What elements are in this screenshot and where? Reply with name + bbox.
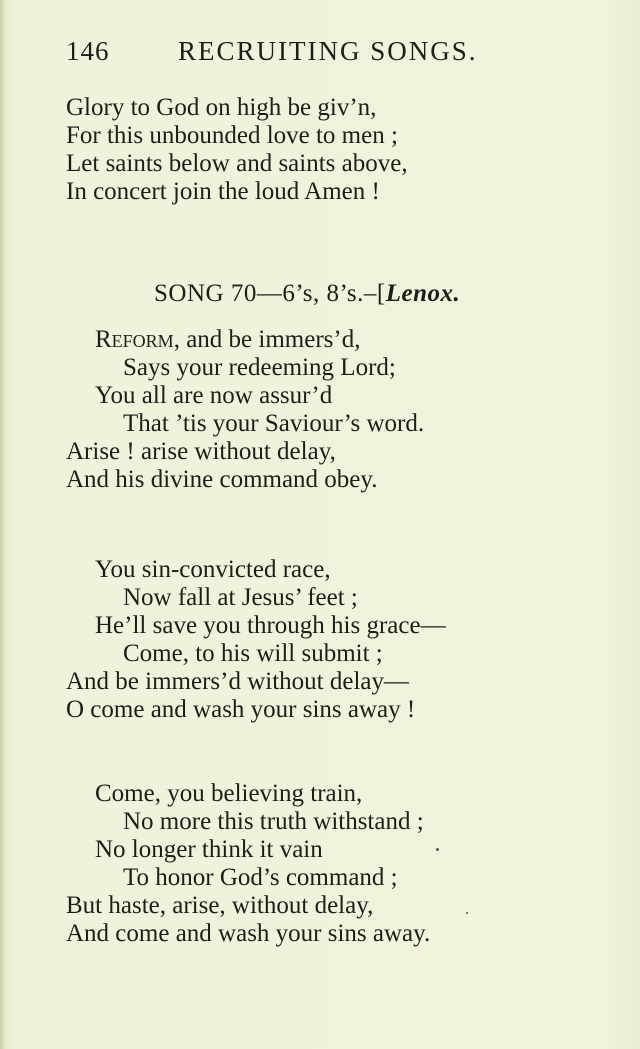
page-gutter [0, 0, 6, 1049]
stanza-2-line: O come and wash your sins away ! [66, 696, 416, 723]
stanza-3-line: No longer think it vain [95, 836, 323, 863]
ink-speck [466, 912, 468, 914]
stanza-2-line: He’ll save you through his grace— [95, 612, 446, 639]
stanza-1-line: And his divine command obey. [66, 466, 378, 493]
stanza-1-line-1: Reform, and be immers’d, [95, 326, 361, 353]
doxology-line: In concert join the loud Amen ! [66, 178, 380, 205]
stanza-3-line: But haste, arise, without delay, [66, 892, 374, 919]
song-title [154, 280, 460, 308]
stanza-2-line: And be immers’d without delay— [66, 668, 409, 695]
doxology-line: Let saints below and saints above, [66, 150, 408, 177]
stanza-2-line: You sin-convicted race, [95, 556, 331, 583]
stanza-3-line: Come, you believing train, [95, 780, 363, 807]
tune-name: Lenox. [385, 280, 461, 307]
first-word-small-caps: Reform [95, 326, 174, 353]
stanza-1-line: You all are now assur’d [95, 382, 333, 409]
page-number: 146 [66, 36, 110, 66]
doxology-line: Glory to God on high be giv’n, [66, 94, 377, 121]
running-head: RECRUITING SONGS. [178, 36, 478, 66]
doxology-line: For this unbounded love to men ; [66, 122, 398, 149]
stanza-1-line: Says your redeeming Lord; [123, 354, 396, 381]
stanza-1-line: Arise ! arise without delay, [66, 438, 336, 465]
stanza-3-line: And come and wash your sins away. [66, 920, 431, 947]
stanza-3-line: To honor God’s command ; [123, 864, 398, 891]
stanza-2-line: Come, to his will submit ; [123, 640, 383, 667]
stanza-2-line: Now fall at Jesus’ feet ; [123, 584, 358, 611]
song-number-meter: SONG 70—6’s, 8’s.–[ [154, 280, 386, 307]
stanza-3-line: No more this truth withstand ; [123, 808, 424, 835]
ink-speck [436, 848, 439, 851]
stanza-1-line: That ’tis your Saviour’s word. [123, 410, 425, 437]
page-header [66, 36, 526, 70]
